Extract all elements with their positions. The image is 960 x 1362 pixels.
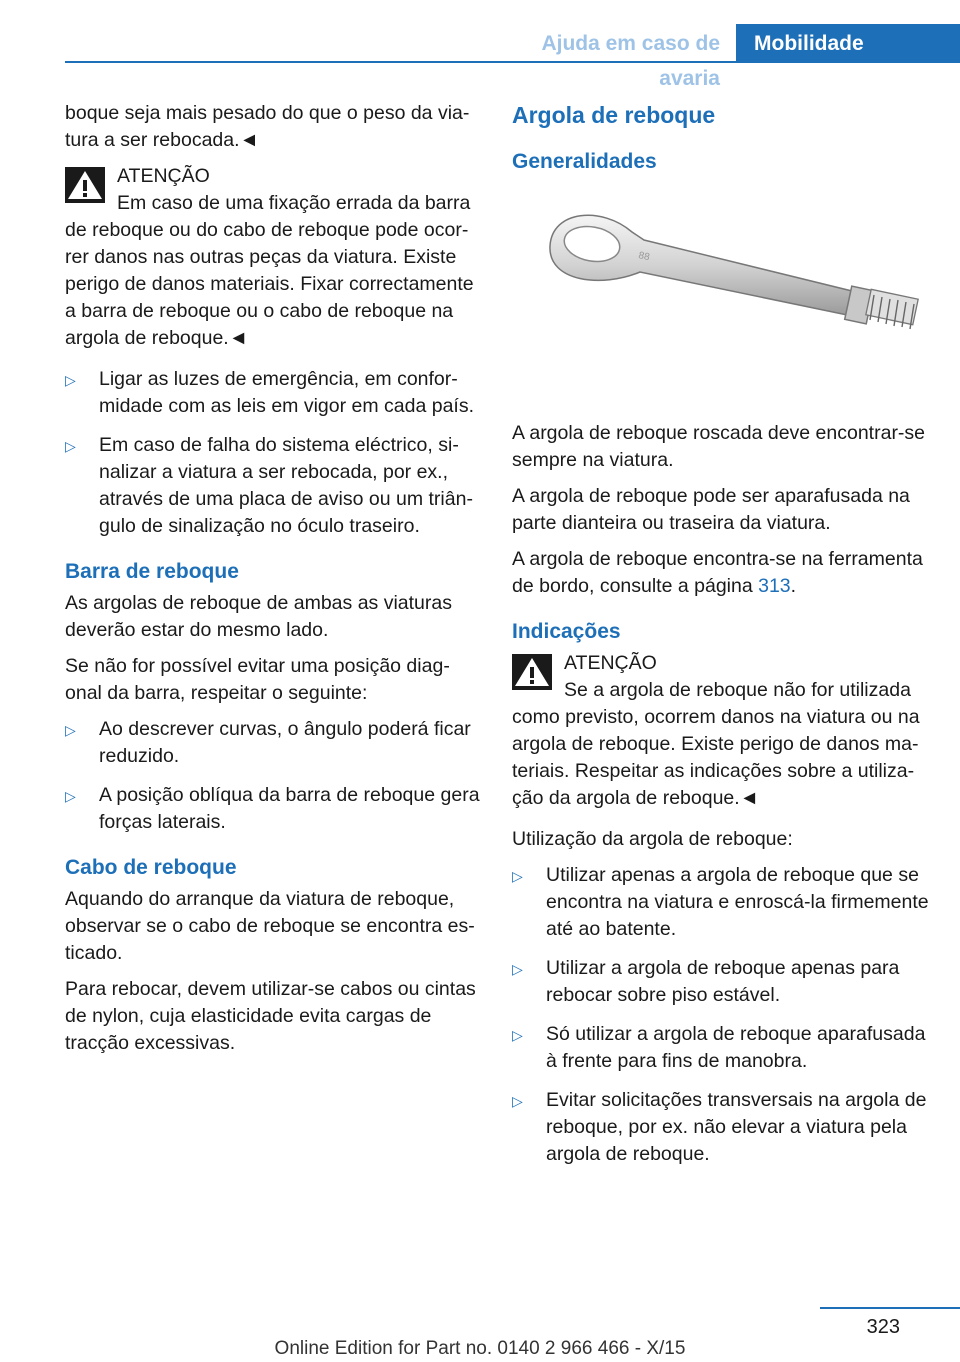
header-chapter-tab: Mobilidade <box>736 24 960 63</box>
figure-marking: 88 <box>637 250 651 264</box>
bullet-list <box>65 366 480 540</box>
cabo-paragraph-2: Para rebocar, devem utilizar-se cabos ou cintas de nylon, cuja elasticidade evita cargas de tracção excessivas. <box>65 978 476 1054</box>
triangle-bullet-icon: ▷ <box>512 868 523 884</box>
info-paragraph-1: A argola de reboque roscada deve encontrar-se sempre na viatura. <box>512 422 926 471</box>
list-item-text: Só utilizar a argola de reboque aparafusada à frente para fins de manobra. <box>546 1023 926 1072</box>
triangle-bullet-icon: ▷ <box>65 788 76 804</box>
info-paragraph-2: A argola de reboque pode ser aparafusada na parte dianteira ou traseira da viatura. <box>512 485 910 534</box>
warning-text: Se a argola de reboque não for utilizada como previsto, ocorrem danos na viatura ou na argola de reboque. Existe perigo de danos materiais. Respeitar as indicações sobre a utilização da argola de reboque.◄ <box>512 679 920 809</box>
left-column <box>65 100 480 1066</box>
warning-triangle-icon <box>65 167 105 203</box>
triangle-bullet-icon: ▷ <box>512 1093 523 1109</box>
list-item <box>65 716 480 770</box>
triangle-bullet-icon: ▷ <box>512 1027 523 1043</box>
list-item-text: A posição oblíqua da barra de reboque gera forças laterais. <box>99 784 480 833</box>
page-number: 323 <box>866 1316 900 1338</box>
section-heading-cabo: Cabo de reboque <box>65 856 237 879</box>
footer-rule <box>820 1307 960 1309</box>
triangle-bullet-icon: ▷ <box>65 722 76 738</box>
right-column <box>512 100 930 1182</box>
usage-intro: Utilização da argola de reboque: <box>512 828 793 850</box>
list-item <box>65 366 480 420</box>
list-item <box>512 1087 930 1168</box>
list-item <box>65 432 480 540</box>
list-item <box>65 782 480 836</box>
list-item <box>512 1021 930 1075</box>
triangle-bullet-icon: ▷ <box>65 438 76 454</box>
list-item <box>512 862 930 943</box>
bullet-list <box>65 716 480 836</box>
chapter-heading: Argola de reboque <box>512 102 716 128</box>
list-item-text: Em caso de falha do sistema eléctrico, sinalizar a viatura a ser rebocada, por ex., através de uma placa de aviso ou um triângulo de sinalização no óculo traseiro. <box>99 434 473 537</box>
intro-paragraph: boque seja mais pesado do que o peso da viatura a ser rebocada.◄ <box>65 102 470 151</box>
list-item-text: Utilizar a argola de reboque apenas para rebocar sobre piso estável. <box>546 957 900 1006</box>
warning-triangle-icon <box>512 654 552 690</box>
info-text: A argola de reboque encontra-se na ferramenta de bordo, consulte a página <box>512 548 923 597</box>
triangle-bullet-icon: ▷ <box>512 961 523 977</box>
cabo-paragraph-1: Aquando do arranque da viatura de reboque, observar se o cabo de reboque se encontra esticado. <box>65 888 475 964</box>
triangle-bullet-icon: ▷ <box>65 372 76 388</box>
list-item-text: Ligar as luzes de emergência, em conformidade com as leis em vigor em cada país. <box>99 368 474 417</box>
edition-footer: Online Edition for Part no. 0140 2 966 466 - X/15 <box>274 1338 686 1359</box>
bullet-list <box>512 862 930 1168</box>
info-text-end: . <box>790 575 797 597</box>
warning-text: Em caso de uma fixação errada da barra de reboque ou do cabo de reboque pode ocorrer danos nas outras peças da viatura. Existe perigo de danos materiais. Fixar correctamente a barra de reboque ou o cabo de reboque na argola de reboque.◄ <box>65 192 474 349</box>
tow-eye-illustration <box>512 196 930 396</box>
info-paragraph-3 <box>512 546 930 600</box>
list-item-text: Utilizar apenas a argola de reboque que se encontra na viatura e enroscá-la firmemente até ao batente. <box>546 864 929 940</box>
list-item-text: Evitar solicitações transversais na argola de reboque, por ex. não elevar a viatura pela argola de reboque. <box>546 1089 927 1165</box>
barra-paragraph-2: Se não for possível evitar uma posição diagonal da barra, respeitar o seguinte: <box>65 655 450 704</box>
page-link[interactable]: 313 <box>758 575 791 597</box>
barra-paragraph-1: As argolas de reboque de ambas as viaturas deverão estar do mesmo lado. <box>65 592 452 641</box>
warning-title: ATENÇÃO <box>117 165 210 187</box>
list-item <box>512 955 930 1009</box>
warning-box <box>512 650 930 812</box>
warning-title: ATENÇÃO <box>564 652 657 674</box>
list-item-text: Ao descrever curvas, o ângulo poderá ficar reduzido. <box>99 718 471 767</box>
header-section-title: Ajuda em caso de avaria <box>541 32 720 90</box>
section-heading-barra: Barra de reboque <box>65 560 239 583</box>
section-heading-generalidades: Generalidades <box>512 150 657 173</box>
section-heading-indicacoes: Indicações <box>512 620 621 643</box>
warning-box <box>65 163 480 352</box>
